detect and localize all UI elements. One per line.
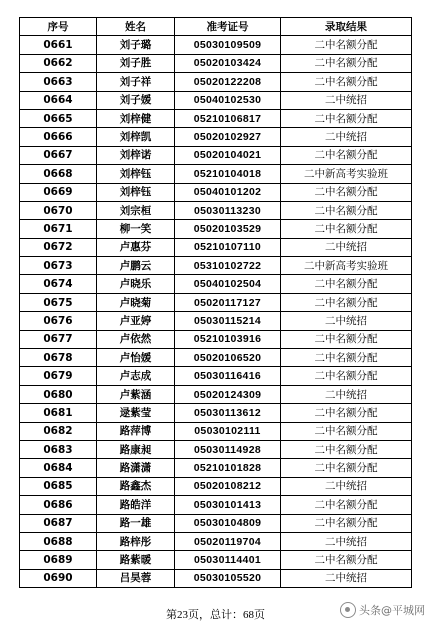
result-cell: 二中名额分配 (281, 146, 412, 164)
table-row (20, 477, 412, 495)
wechat-channel-icon (340, 602, 356, 618)
name-cell: 路康昶 (97, 440, 175, 458)
name-cell: 卢依然 (97, 330, 175, 348)
result-cell: 二中名额分配 (281, 54, 412, 72)
serial-cell: 0683 (20, 440, 97, 458)
name-cell: 卢晓菊 (97, 293, 175, 311)
result-cell: 二中名额分配 (281, 404, 412, 422)
exam-number-cell: 05030113230 (175, 201, 281, 219)
serial-cell: 0673 (20, 257, 97, 275)
exam-number-cell: 05020103424 (175, 54, 281, 72)
name-cell: 柳一笑 (97, 220, 175, 238)
table-row (20, 128, 412, 146)
table-row (20, 514, 412, 532)
name-cell: 卢晓乐 (97, 275, 175, 293)
header-serial: 序号 (20, 18, 97, 36)
serial-cell: 0689 (20, 551, 97, 569)
table-row (20, 165, 412, 183)
result-cell: 二中名额分配 (281, 440, 412, 458)
table-row (20, 532, 412, 550)
serial-cell: 0688 (20, 532, 97, 550)
exam-number-cell: 05020122208 (175, 73, 281, 91)
name-cell: 刘梓健 (97, 109, 175, 127)
exam-number-cell: 05030105520 (175, 569, 281, 587)
serial-cell: 0677 (20, 330, 97, 348)
serial-cell: 0663 (20, 73, 97, 91)
name-cell: 刘子璐 (97, 36, 175, 54)
table-row (20, 293, 412, 311)
result-cell: 二中名额分配 (281, 275, 412, 293)
exam-number-cell: 05020102927 (175, 128, 281, 146)
table-row (20, 257, 412, 275)
table-header-row (20, 18, 412, 36)
name-cell: 刘梓诺 (97, 146, 175, 164)
admission-results-table (19, 17, 412, 588)
name-cell: 卢鹏云 (97, 257, 175, 275)
table-row (20, 275, 412, 293)
table-row (20, 109, 412, 127)
result-cell: 二中统招 (281, 477, 412, 495)
exam-number-cell: 05030114401 (175, 551, 281, 569)
table-row (20, 330, 412, 348)
result-cell: 二中统招 (281, 91, 412, 109)
name-cell: 卢怡媛 (97, 349, 175, 367)
table-row (20, 220, 412, 238)
serial-cell: 0672 (20, 238, 97, 256)
name-cell: 刘宗桓 (97, 201, 175, 219)
serial-cell: 0669 (20, 183, 97, 201)
name-cell: 路鑫杰 (97, 477, 175, 495)
table-row (20, 183, 412, 201)
serial-cell: 0661 (20, 36, 97, 54)
table-row (20, 404, 412, 422)
table-row (20, 496, 412, 514)
name-cell: 刘子祥 (97, 73, 175, 91)
name-cell: 卢亚婷 (97, 312, 175, 330)
page-footer: 第23页，总计：68页 (166, 609, 265, 621)
serial-cell: 0674 (20, 275, 97, 293)
name-cell: 卢志成 (97, 367, 175, 385)
exam-number-cell: 05030114928 (175, 440, 281, 458)
serial-cell: 0680 (20, 385, 97, 403)
table-row (20, 367, 412, 385)
result-cell: 二中统招 (281, 532, 412, 550)
result-cell: 二中名额分配 (281, 349, 412, 367)
table-row (20, 312, 412, 330)
result-cell: 二中统招 (281, 128, 412, 146)
table-row (20, 385, 412, 403)
result-cell: 二中名额分配 (281, 201, 412, 219)
name-cell: 路紫暖 (97, 551, 175, 569)
exam-number-cell: 05310102722 (175, 257, 281, 275)
serial-cell: 0684 (20, 459, 97, 477)
exam-number-cell: 05210106817 (175, 109, 281, 127)
result-cell: 二中新高考实验班 (281, 257, 412, 275)
exam-number-cell: 05030113612 (175, 404, 281, 422)
watermark-text: 头条@平城网 (359, 604, 425, 617)
result-cell: 二中名额分配 (281, 551, 412, 569)
table-row (20, 459, 412, 477)
table-row (20, 349, 412, 367)
table-row (20, 440, 412, 458)
name-cell: 刘子胜 (97, 54, 175, 72)
result-cell: 二中名额分配 (281, 109, 412, 127)
result-cell: 二中新高考实验班 (281, 165, 412, 183)
serial-cell: 0679 (20, 367, 97, 385)
serial-cell: 0676 (20, 312, 97, 330)
serial-cell: 0670 (20, 201, 97, 219)
table-row (20, 238, 412, 256)
serial-cell: 0668 (20, 165, 97, 183)
table-row (20, 569, 412, 587)
table-row (20, 551, 412, 569)
serial-cell: 0685 (20, 477, 97, 495)
exam-number-cell: 05020106520 (175, 349, 281, 367)
result-cell: 二中名额分配 (281, 367, 412, 385)
exam-number-cell: 05030116416 (175, 367, 281, 385)
result-cell: 二中统招 (281, 569, 412, 587)
name-cell: 逯紫莹 (97, 404, 175, 422)
table-row (20, 422, 412, 440)
serial-cell: 0671 (20, 220, 97, 238)
name-cell: 卢紫涵 (97, 385, 175, 403)
result-cell: 二中名额分配 (281, 183, 412, 201)
name-cell: 吕昊蓉 (97, 569, 175, 587)
header-name: 姓名 (97, 18, 175, 36)
result-cell: 二中名额分配 (281, 220, 412, 238)
serial-cell: 0667 (20, 146, 97, 164)
result-cell: 二中名额分配 (281, 73, 412, 91)
result-cell: 二中统招 (281, 312, 412, 330)
serial-cell: 0678 (20, 349, 97, 367)
exam-number-cell: 05210107110 (175, 238, 281, 256)
result-cell: 二中统招 (281, 238, 412, 256)
exam-number-cell: 05030109509 (175, 36, 281, 54)
table-row (20, 54, 412, 72)
table-row (20, 36, 412, 54)
name-cell: 刘子媛 (97, 91, 175, 109)
name-cell: 卢惠芬 (97, 238, 175, 256)
result-cell: 二中名额分配 (281, 514, 412, 532)
result-cell: 二中统招 (281, 385, 412, 403)
exam-number-cell: 05210101828 (175, 459, 281, 477)
exam-number-cell: 05030102111 (175, 422, 281, 440)
serial-cell: 0666 (20, 128, 97, 146)
result-cell: 二中名额分配 (281, 36, 412, 54)
result-cell: 二中名额分配 (281, 496, 412, 514)
serial-cell: 0690 (20, 569, 97, 587)
serial-cell: 0686 (20, 496, 97, 514)
serial-cell: 0664 (20, 91, 97, 109)
exam-number-cell: 05020103529 (175, 220, 281, 238)
table-row (20, 91, 412, 109)
header-result: 录取结果 (281, 18, 412, 36)
name-cell: 刘梓钰 (97, 183, 175, 201)
name-cell: 路一雄 (97, 514, 175, 532)
name-cell: 路皓洋 (97, 496, 175, 514)
exam-number-cell: 05040102504 (175, 275, 281, 293)
exam-number-cell: 05020108212 (175, 477, 281, 495)
exam-number-cell: 05040102530 (175, 91, 281, 109)
header-exam-number: 准考证号 (175, 18, 281, 36)
name-cell: 路梓彤 (97, 532, 175, 550)
watermark (340, 602, 425, 618)
exam-number-cell: 05030101413 (175, 496, 281, 514)
exam-number-cell: 05210103916 (175, 330, 281, 348)
exam-number-cell: 05030115214 (175, 312, 281, 330)
table-row (20, 73, 412, 91)
name-cell: 刘梓钰 (97, 165, 175, 183)
serial-cell: 0682 (20, 422, 97, 440)
result-cell: 二中名额分配 (281, 293, 412, 311)
result-cell: 二中名额分配 (281, 330, 412, 348)
exam-number-cell: 05210104018 (175, 165, 281, 183)
name-cell: 路萍博 (97, 422, 175, 440)
table-row (20, 146, 412, 164)
serial-cell: 0665 (20, 109, 97, 127)
exam-number-cell: 05020117127 (175, 293, 281, 311)
result-cell: 二中名额分配 (281, 422, 412, 440)
exam-number-cell: 05020124309 (175, 385, 281, 403)
serial-cell: 0662 (20, 54, 97, 72)
result-cell: 二中名额分配 (281, 459, 412, 477)
exam-number-cell: 05020104021 (175, 146, 281, 164)
name-cell: 刘梓凯 (97, 128, 175, 146)
exam-number-cell: 05030104809 (175, 514, 281, 532)
name-cell: 路潇潇 (97, 459, 175, 477)
serial-cell: 0687 (20, 514, 97, 532)
serial-cell: 0675 (20, 293, 97, 311)
table-row (20, 201, 412, 219)
exam-number-cell: 05040101202 (175, 183, 281, 201)
exam-number-cell: 05020119704 (175, 532, 281, 550)
serial-cell: 0681 (20, 404, 97, 422)
